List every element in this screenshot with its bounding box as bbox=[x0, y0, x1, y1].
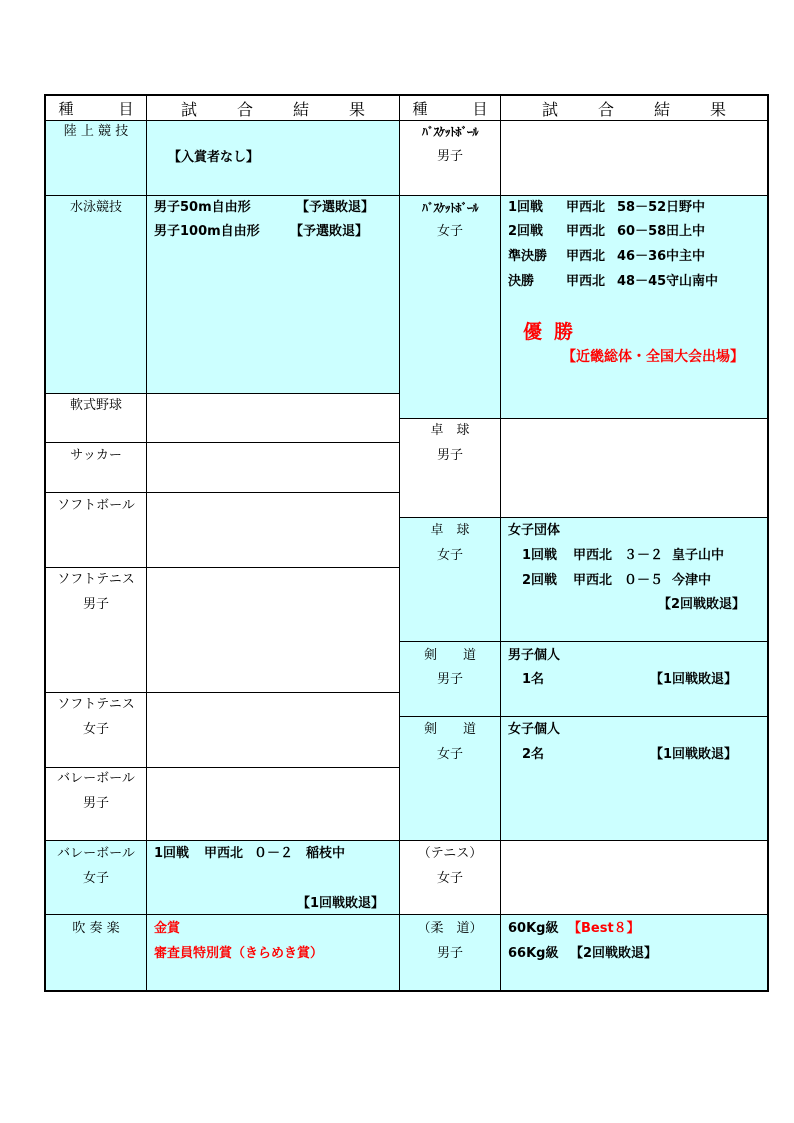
match-opponent: 中主中 bbox=[666, 249, 706, 264]
swim-outcome: 【予選敗退】 bbox=[290, 224, 369, 239]
result-outcome: 【Best８】 bbox=[568, 921, 640, 936]
gender-label: 女子 bbox=[82, 722, 109, 737]
match-score: 48－45 bbox=[617, 274, 667, 289]
championship-title: 優勝 bbox=[523, 321, 586, 343]
tennis-girls-result-cell bbox=[500, 840, 768, 915]
event-label: ﾊﾞｽｹｯﾄﾎﾞｰﾙ bbox=[421, 125, 478, 139]
volleyball-girls-result-cell bbox=[146, 840, 400, 915]
tennis-girls-event-cell bbox=[399, 840, 501, 915]
gender-label: 男子 bbox=[82, 597, 109, 612]
match-round: 決勝 bbox=[508, 274, 535, 289]
match-round: 1回戦 bbox=[154, 846, 190, 861]
category-label: 女子個人 bbox=[508, 722, 561, 737]
event-label: 軟式野球 bbox=[69, 398, 122, 413]
match-team: 甲西北 bbox=[573, 548, 613, 563]
soft-tennis-girls-event-cell bbox=[45, 692, 147, 768]
soccer-result-cell bbox=[146, 442, 400, 493]
match-opponent: 今津中 bbox=[672, 573, 712, 588]
header-label: 種 目 bbox=[412, 99, 493, 118]
table-tennis-girls-result-cell bbox=[500, 517, 768, 642]
volleyball-boys-result-cell bbox=[146, 767, 400, 841]
event-label: 剣 道 bbox=[423, 648, 476, 663]
event-label: 吹 奏 楽 bbox=[72, 921, 120, 936]
gender-label: 男子 bbox=[436, 672, 463, 687]
event-label: ソフトボール bbox=[57, 498, 135, 513]
result-outcome: 【1回戦敗退】 bbox=[297, 896, 385, 911]
brass-band-result-cell bbox=[146, 914, 400, 991]
match-team: 甲西北 bbox=[566, 200, 606, 215]
rikujo-event-cell bbox=[45, 120, 147, 196]
header-event-left bbox=[45, 95, 147, 121]
header-event-right bbox=[399, 95, 501, 121]
weight-class: 60Kg級 bbox=[508, 921, 559, 936]
kendo-girls-event-cell bbox=[399, 716, 501, 841]
match-team: 甲西北 bbox=[566, 224, 606, 239]
judo-boys-result-cell bbox=[500, 914, 768, 991]
participant-count: 2名 bbox=[522, 747, 545, 762]
event-label: 卓 球 bbox=[430, 423, 470, 438]
basketball-girls-result-cell bbox=[500, 195, 768, 419]
gender-label: 女子 bbox=[436, 747, 463, 762]
event-label: ﾊﾞｽｹｯﾄﾎﾞｰﾙ bbox=[421, 201, 478, 215]
match-round: 1回戦 bbox=[522, 548, 558, 563]
match-score: 46－36 bbox=[617, 249, 667, 264]
event-label: （テニス） bbox=[417, 846, 483, 861]
gender-label: 女子 bbox=[436, 224, 463, 239]
match-score: 58－52 bbox=[617, 200, 667, 215]
brass-band-event-cell bbox=[45, 914, 147, 991]
match-opponent: 日野中 bbox=[666, 200, 706, 215]
gender-label: 男子 bbox=[82, 796, 109, 811]
match-round: 2回戦 bbox=[508, 224, 544, 239]
basketball-boys-result-cell bbox=[500, 120, 768, 196]
participant-count: 1名 bbox=[522, 672, 545, 687]
soft-tennis-boys-result-cell bbox=[146, 567, 400, 693]
gender-label: 男子 bbox=[436, 149, 463, 164]
match-round: 1回戦 bbox=[508, 200, 544, 215]
tournament-note: 【近畿総体・全国大会出場】 bbox=[562, 349, 744, 365]
header-label: 種 目 bbox=[58, 99, 139, 118]
event-label: 剣 道 bbox=[423, 722, 476, 737]
gender-label: 女子 bbox=[82, 871, 109, 886]
weight-class: 66Kg級 bbox=[508, 946, 559, 961]
award-text: 審査員特別賞（きらめき賞） bbox=[154, 946, 324, 961]
match-score: ０－２ bbox=[254, 846, 294, 861]
table-tennis-boys-event-cell bbox=[399, 418, 501, 518]
event-label: 卓 球 bbox=[430, 523, 470, 538]
match-opponent: 田上中 bbox=[666, 224, 706, 239]
gender-label: 男子 bbox=[436, 448, 463, 463]
event-label: 陸 上 競 技 bbox=[63, 124, 129, 139]
result-outcome: 【1回戦敗退】 bbox=[650, 672, 738, 687]
soft-tennis-boys-event-cell bbox=[45, 567, 147, 693]
event-label: バレーボール bbox=[57, 846, 135, 861]
match-team: 甲西北 bbox=[204, 846, 244, 861]
header-result-left bbox=[146, 95, 400, 121]
yakyu-event-cell bbox=[45, 393, 147, 443]
basketball-girls-event-cell bbox=[399, 195, 501, 419]
match-team: 甲西北 bbox=[566, 249, 606, 264]
result-outcome: 【2回戦敗退】 bbox=[658, 597, 746, 612]
basketball-boys-event-cell bbox=[399, 120, 501, 196]
match-round: 2回戦 bbox=[522, 573, 558, 588]
match-round: 準決勝 bbox=[508, 249, 548, 264]
gender-label: 女子 bbox=[436, 871, 463, 886]
category-label: 男子個人 bbox=[508, 648, 561, 663]
header-result-right bbox=[500, 95, 768, 121]
gender-label: 男子 bbox=[436, 946, 463, 961]
category-label: 女子団体 bbox=[508, 523, 561, 538]
suiei-event-cell bbox=[45, 195, 147, 394]
match-team: 甲西北 bbox=[573, 573, 613, 588]
swim-item: 男子100m自由形 bbox=[154, 224, 260, 239]
table-tennis-boys-result-cell bbox=[500, 418, 768, 518]
kendo-girls-result-cell bbox=[500, 716, 768, 841]
event-label: バレーボール bbox=[57, 771, 135, 786]
result-outcome: 【1回戦敗退】 bbox=[650, 747, 738, 762]
gender-label: 女子 bbox=[436, 548, 463, 563]
header-label: 試 合 結 果 bbox=[541, 99, 738, 119]
rikujo-result-cell bbox=[146, 120, 400, 196]
softball-result-cell bbox=[146, 492, 400, 568]
volleyball-boys-event-cell bbox=[45, 767, 147, 841]
match-score: ３－２ bbox=[624, 548, 664, 563]
match-opponent: 皇子山中 bbox=[672, 548, 725, 563]
swim-outcome: 【予選敗退】 bbox=[296, 200, 375, 215]
volleyball-girls-event-cell bbox=[45, 840, 147, 915]
award-text: 金賞 bbox=[154, 921, 181, 936]
kendo-boys-result-cell bbox=[500, 641, 768, 717]
event-label: サッカー bbox=[70, 448, 122, 463]
event-label: （柔 道） bbox=[417, 921, 483, 936]
yakyu-result-cell bbox=[146, 393, 400, 443]
soccer-event-cell bbox=[45, 442, 147, 493]
event-label: ソフトテニス bbox=[57, 572, 135, 587]
suiei-result-cell bbox=[146, 195, 400, 394]
match-opponent: 稲枝中 bbox=[306, 846, 346, 861]
header-label: 試 合 結 果 bbox=[180, 99, 377, 119]
softball-event-cell bbox=[45, 492, 147, 568]
result-outcome: 【2回戦敗退】 bbox=[570, 946, 658, 961]
match-opponent: 守山南中 bbox=[666, 274, 719, 289]
swim-item: 男子50m自由形 bbox=[154, 200, 251, 215]
match-team: 甲西北 bbox=[566, 274, 606, 289]
match-score: 60－58 bbox=[617, 224, 667, 239]
event-label: 水泳競技 bbox=[69, 200, 122, 215]
table-tennis-girls-event-cell bbox=[399, 517, 501, 642]
result-text: 【入賞者なし】 bbox=[168, 150, 260, 165]
kendo-boys-event-cell bbox=[399, 641, 501, 717]
soft-tennis-girls-result-cell bbox=[146, 692, 400, 768]
judo-boys-event-cell bbox=[399, 914, 501, 991]
match-score: ０－５ bbox=[624, 573, 664, 588]
event-label: ソフトテニス bbox=[57, 697, 135, 712]
